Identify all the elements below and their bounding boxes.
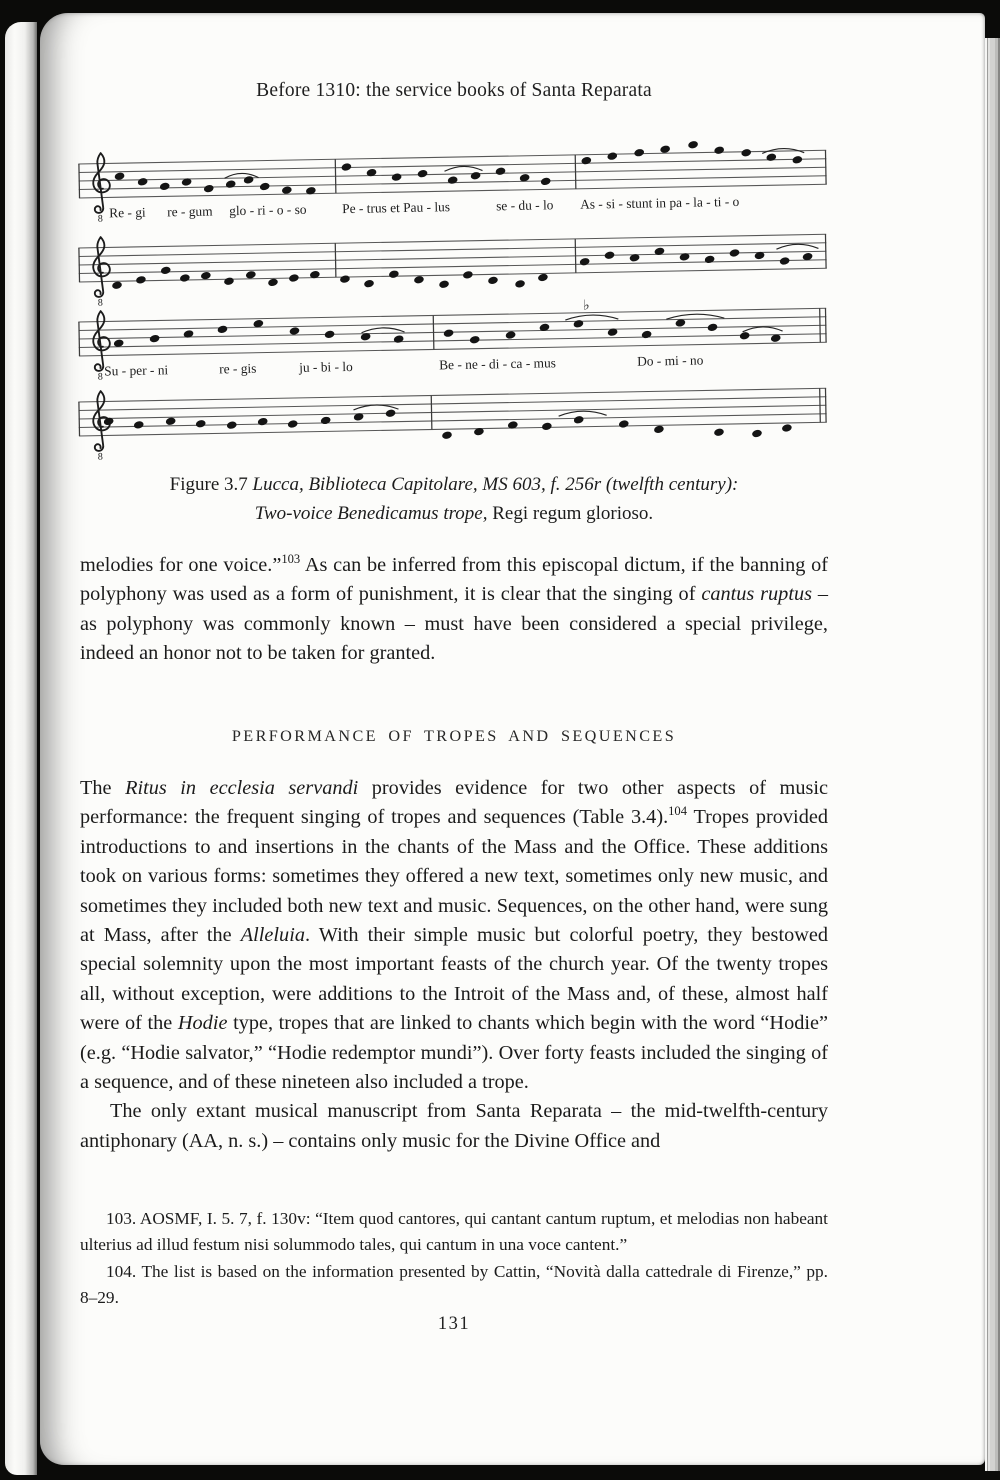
lyric-syllable: ju - bi - lo xyxy=(299,358,353,375)
note-head xyxy=(225,180,236,189)
note-head xyxy=(217,325,228,334)
note-head xyxy=(469,335,480,344)
note-head xyxy=(257,417,268,426)
note-head xyxy=(179,273,190,282)
note-head xyxy=(779,256,790,265)
note-head xyxy=(766,153,777,162)
barline xyxy=(825,234,826,268)
body-paragraph xyxy=(80,551,828,669)
note-head xyxy=(195,419,206,428)
slur xyxy=(444,166,482,171)
lyric-syllable: re - gum xyxy=(167,203,213,220)
note-head xyxy=(363,279,374,288)
barline xyxy=(825,150,826,184)
body-paragraph xyxy=(80,774,828,1097)
note-head xyxy=(618,419,629,428)
barline xyxy=(79,402,80,436)
note-head xyxy=(413,275,424,284)
note-head xyxy=(739,331,750,340)
page-stack-edge xyxy=(985,38,1000,1471)
staff-line xyxy=(78,397,826,411)
staff-line xyxy=(78,243,826,257)
italic-run: cantus ruptus xyxy=(701,583,812,606)
text-run: Tropes provided introductions to and insertions in the chants of the Mass and the Office. These additions took on various forms: sometimes they offered a new text, sometimes only new music, and sometimes they included both new text and music. Sequences, on the other hand, were sung at Mass, after the xyxy=(80,806,828,947)
barline xyxy=(820,308,821,342)
note-head xyxy=(223,277,234,286)
note-head xyxy=(447,175,458,184)
body-paragraph xyxy=(80,1097,828,1156)
text-run: 103. AOSMF, I. 5. 7, f. 130v: “Item quod cantores, qui cantant cantum ruptum, et melodias non habeant ulterius ad illud festum nisi solummodo tales, qui cantum in una voce cantent.” xyxy=(80,1209,828,1255)
note-head xyxy=(537,273,548,282)
note-head xyxy=(320,416,331,425)
note-head xyxy=(137,177,148,186)
note-head xyxy=(707,323,718,332)
note-head xyxy=(495,167,506,176)
note-head xyxy=(792,155,803,164)
note-head xyxy=(203,184,214,193)
barline xyxy=(79,164,80,198)
note-head xyxy=(751,429,762,438)
note-head xyxy=(133,420,144,429)
note-head xyxy=(287,419,298,428)
lyric-syllable: re - gis xyxy=(219,360,257,377)
footnote-ref: 104 xyxy=(668,804,688,819)
slur xyxy=(776,244,818,249)
lyric-syllable: glo - ri - o - so xyxy=(229,201,307,219)
note-head xyxy=(607,152,618,161)
note-head xyxy=(541,422,552,431)
note-head xyxy=(226,421,237,430)
note-head xyxy=(573,415,584,424)
text-run: Regi regum glorioso. xyxy=(487,502,654,524)
note-head xyxy=(200,271,211,280)
lyric-syllable: Pe - trus et Pau - lus xyxy=(342,199,451,217)
note-head xyxy=(341,162,352,171)
note-head xyxy=(289,326,300,335)
g-clef-icon xyxy=(93,237,111,297)
text-run: . With their simple music but colorful poetry, they bestowed special solemnity upon the most important feasts of the church year. Of the twenty tropes all, without exception, were additions to the Introit of the Mass and, of these, almost half were of the xyxy=(80,924,829,1035)
note-head xyxy=(149,334,160,343)
figure-caption xyxy=(80,471,828,528)
italic-run: Lucca, Biblioteca Capitolare, MS 603, f. 256r (twelfth century): xyxy=(252,474,739,495)
note-head xyxy=(443,329,454,338)
g-clef-icon xyxy=(93,311,111,371)
lyric-syllable: se - du - lo xyxy=(496,197,554,214)
note-head xyxy=(339,274,350,283)
clef-octave-8: 8 xyxy=(97,451,103,463)
note-head xyxy=(641,330,652,339)
note-head xyxy=(385,409,396,418)
note-head xyxy=(505,330,516,339)
clef-group xyxy=(93,237,111,297)
slur xyxy=(559,411,607,416)
footnotes xyxy=(80,1206,828,1311)
note-head xyxy=(729,248,740,257)
lyric-syllable: Do - mi - no xyxy=(636,352,704,369)
lyric-syllable: As - si - stunt in pa - la - ti - o xyxy=(579,193,740,212)
body-text-block xyxy=(80,774,828,1156)
footnote xyxy=(80,1259,828,1312)
staff-line xyxy=(78,388,826,402)
lyric-syllable: Su - per - ni xyxy=(104,362,169,379)
staff-line xyxy=(79,260,827,274)
note-head xyxy=(135,275,146,284)
note-head xyxy=(579,257,590,266)
note-head xyxy=(573,319,584,328)
lyric-syllable: Re - gi xyxy=(109,204,146,221)
note-head xyxy=(245,270,256,279)
italic-run: Two-voice Benedicamus trope, xyxy=(254,502,488,524)
note-head xyxy=(243,175,254,184)
running-head: Before 1310: the service books of Santa Reparata xyxy=(256,80,652,101)
note-head xyxy=(388,270,399,279)
barline xyxy=(431,396,432,430)
note-head xyxy=(713,428,724,437)
text-run: The xyxy=(80,777,126,799)
barline xyxy=(825,388,826,422)
text-run: melodies for one voice.” xyxy=(80,554,282,576)
page-content xyxy=(80,0,828,1480)
text-run: Figure 3.7 xyxy=(169,474,253,495)
note-head xyxy=(267,278,278,287)
note-head xyxy=(714,146,725,155)
staff-line xyxy=(79,414,827,428)
slur xyxy=(743,327,783,332)
page-number: 131 xyxy=(437,1314,471,1334)
g-clef-icon xyxy=(93,153,111,213)
note-head xyxy=(111,281,122,290)
flat-icon: ♭ xyxy=(582,297,590,314)
text-run: As can be inferred from this episcopal dictum, if the banning of polyphony was used as a form of punishment, it is clear that the singing of xyxy=(80,554,828,606)
barline xyxy=(79,248,80,282)
staff-line xyxy=(79,268,827,282)
clef-group xyxy=(93,153,111,213)
note-head xyxy=(393,334,404,343)
barline xyxy=(79,322,80,356)
footnote-ref: 103 xyxy=(281,552,301,567)
note-head xyxy=(581,156,592,165)
barline xyxy=(575,239,576,273)
note-head xyxy=(165,417,176,426)
lyric-syllable: Be - ne - di - ca - mus xyxy=(439,355,557,373)
slur xyxy=(361,327,404,332)
staff-line xyxy=(79,342,827,356)
note-head xyxy=(687,140,698,149)
text-run: The only extant musical manuscript from Santa Reparata – the mid-twelfth-century antiphonary (AA, n. s.) – contains only music for the Divine Office and xyxy=(80,1100,828,1152)
note-head xyxy=(540,177,551,186)
italic-run: Alleluia xyxy=(240,924,305,947)
caption-line-2 xyxy=(80,500,828,529)
clef-octave-8: 8 xyxy=(97,371,103,383)
note-head xyxy=(634,148,645,157)
staff-line xyxy=(79,405,827,419)
text-run: – as polyphony was commonly known – must have been considered a special privilege, indeed an honor not to be taken for granted. xyxy=(80,583,828,665)
barline xyxy=(825,308,826,342)
note-head xyxy=(114,172,125,181)
clef-octave-8: 8 xyxy=(97,297,103,309)
note-head xyxy=(470,171,481,180)
note-head xyxy=(391,172,402,181)
facing-page-edge xyxy=(5,22,37,1475)
note-head xyxy=(159,182,170,191)
caption-line-1 xyxy=(80,471,828,500)
note-head xyxy=(659,145,670,154)
note-head xyxy=(281,186,292,195)
note-head xyxy=(462,270,473,279)
note-head xyxy=(704,255,715,264)
note-head xyxy=(741,148,752,157)
note-head xyxy=(160,266,171,275)
clef-group xyxy=(93,311,111,371)
text-run: 104. The list is based on the information presented by Cattin, “Novità dalla cattedrale di Firenze,” pp. 8–29. xyxy=(80,1261,828,1307)
italic-run: Ritus in ecclesia servandi xyxy=(125,777,359,799)
slur xyxy=(565,315,618,320)
note-head xyxy=(417,169,428,178)
note-head xyxy=(653,425,664,434)
note-head xyxy=(288,273,299,282)
note-head xyxy=(487,276,498,285)
text-run: type, tropes that are linked to chants which begin with the word “Hodie” (e.g. “Hodie salvator,” “Hodie redemptor mundi”). Over forty feasts included the singing of a sequence, and of these nineteen also included a trope. xyxy=(80,1012,828,1094)
barline xyxy=(335,243,336,277)
note-head xyxy=(441,431,452,440)
clef-octave-8: 8 xyxy=(97,213,103,225)
barline xyxy=(575,155,576,189)
note-head xyxy=(259,182,270,191)
staff-line xyxy=(78,234,826,248)
footnote xyxy=(80,1206,828,1259)
section-heading: PERFORMANCE OF TROPES AND SEQUENCES xyxy=(231,727,677,745)
staff-line xyxy=(78,150,826,164)
note-head xyxy=(324,330,335,339)
note-head xyxy=(781,423,792,432)
text-run: provides evidence for two other aspects of music performance: the frequent singing of tropes and sequences (Table 3.4). xyxy=(80,777,828,829)
italic-run: Hodie xyxy=(177,1012,228,1035)
barline xyxy=(335,159,336,193)
staff-line xyxy=(78,159,826,173)
barline xyxy=(820,388,821,422)
staff-system xyxy=(76,360,834,484)
note-head xyxy=(604,251,615,260)
barline xyxy=(433,315,434,349)
